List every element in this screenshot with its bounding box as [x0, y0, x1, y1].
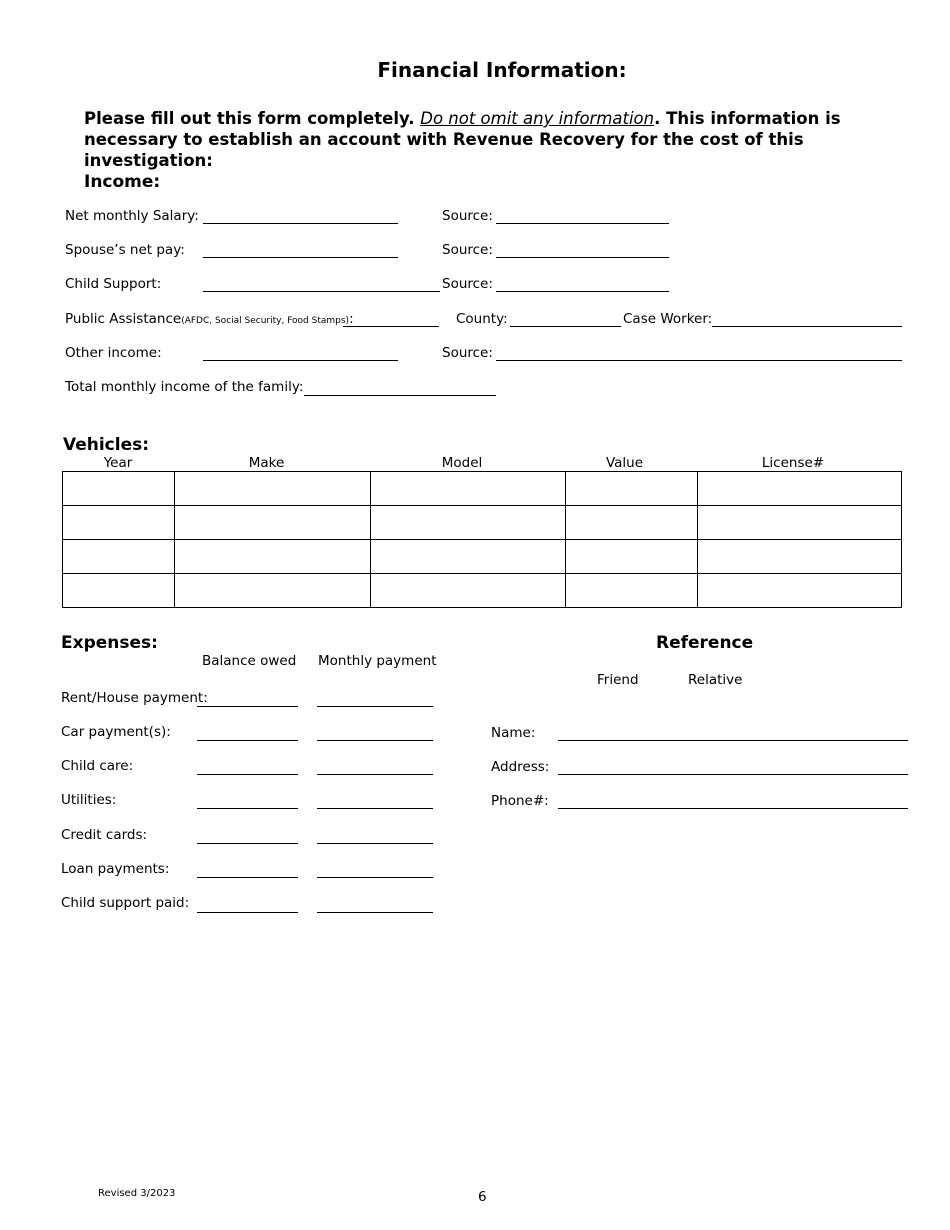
spouse-pay-source-field[interactable] [496, 257, 669, 258]
childcare-balance-field[interactable] [197, 774, 298, 775]
expense-label-utilities: Utilities: [61, 792, 117, 808]
table-row [63, 472, 902, 506]
page-title: Financial Information: [377, 58, 627, 82]
credit-monthly-field[interactable] [317, 843, 433, 844]
total-income-label: Total monthly income of the family: [65, 379, 304, 395]
reference-heading: Reference [656, 633, 754, 653]
child-support-label: Child Support: [65, 276, 162, 292]
net-salary-source-field[interactable] [496, 223, 669, 224]
expense-label-childcare: Child care: [61, 758, 134, 774]
table-cell[interactable] [63, 472, 175, 506]
expense-label-credit: Credit cards: [61, 827, 148, 843]
vehicles-col-value: Value [605, 455, 644, 471]
table-cell[interactable] [370, 574, 566, 608]
other-income-field[interactable] [203, 360, 398, 361]
table-row [63, 506, 902, 540]
reference-friend-option[interactable]: Friend [597, 672, 639, 688]
net-salary-field[interactable] [203, 223, 398, 224]
child-support-field[interactable] [203, 291, 440, 292]
utilities-balance-field[interactable] [197, 808, 298, 809]
reference-phone-field[interactable] [558, 808, 908, 809]
expense-label-loan: Loan payments: [61, 861, 170, 877]
table-cell[interactable] [370, 506, 566, 540]
car-monthly-field[interactable] [317, 740, 433, 741]
table-cell[interactable] [174, 472, 370, 506]
total-income-field[interactable] [304, 395, 496, 396]
rent-balance-field[interactable] [197, 706, 298, 707]
spouse-pay-label: Spouse’s net pay: [65, 242, 185, 258]
reference-name-field[interactable] [558, 740, 908, 741]
page-number: 6 [478, 1189, 487, 1205]
expense-label-childsupport: Child support paid: [61, 895, 190, 911]
childsupport-balance-field[interactable] [197, 912, 298, 913]
vehicles-col-year: Year [103, 455, 133, 471]
monthly-payment-header: Monthly payment [318, 653, 437, 669]
table-row [63, 574, 902, 608]
table-cell[interactable] [698, 506, 902, 540]
vehicles-heading: Vehicles: [63, 435, 150, 455]
reference-address-label: Address: [491, 759, 550, 775]
revision-note: Revised 3/2023 [98, 1188, 176, 1199]
table-cell[interactable] [174, 574, 370, 608]
case-worker-label: Case Worker: [623, 311, 713, 327]
source-label-2: Source: [442, 242, 493, 258]
table-cell[interactable] [566, 540, 698, 574]
table-cell[interactable] [174, 540, 370, 574]
source-label-1: Source: [442, 208, 493, 224]
intro-text: Please fill out this form completely. Do not omit any information. This information is necessary to establish an account with Revenue Recovery for the cost of this investigation: [84, 109, 841, 170]
source-label-4: Source: [442, 345, 493, 361]
utilities-monthly-field[interactable] [317, 808, 433, 809]
loan-balance-field[interactable] [197, 877, 298, 878]
public-assistance-note: (AFDC, Social Security, Food Stamps) [181, 316, 350, 326]
table-cell[interactable] [370, 540, 566, 574]
table-cell[interactable] [566, 506, 698, 540]
expense-label-car: Car payment(s): [61, 724, 171, 740]
other-income-source-field[interactable] [496, 360, 902, 361]
reference-address-field[interactable] [558, 774, 908, 775]
loan-monthly-field[interactable] [317, 877, 433, 878]
car-balance-field[interactable] [197, 740, 298, 741]
income-heading: Income: [84, 172, 161, 192]
reference-relative-option[interactable]: Relative [688, 672, 743, 688]
table-cell[interactable] [698, 472, 902, 506]
table-cell[interactable] [566, 574, 698, 608]
case-worker-field[interactable] [712, 326, 902, 327]
balance-owed-header: Balance owed [202, 653, 297, 669]
county-field[interactable] [510, 326, 621, 327]
table-cell[interactable] [698, 540, 902, 574]
vehicles-col-make: Make [248, 455, 285, 471]
other-income-label: Other income: [65, 345, 162, 361]
table-cell[interactable] [566, 472, 698, 506]
childcare-monthly-field[interactable] [317, 774, 433, 775]
reference-name-label: Name: [491, 725, 536, 741]
expense-label-rent: Rent/House payment: [61, 690, 208, 706]
table-cell[interactable] [370, 472, 566, 506]
childsupport-monthly-field[interactable] [317, 912, 433, 913]
intro-emphasis: Do not omit any information [420, 109, 655, 128]
table-cell[interactable] [63, 506, 175, 540]
spouse-pay-field[interactable] [203, 257, 398, 258]
child-support-source-field[interactable] [496, 291, 669, 292]
rent-monthly-field[interactable] [317, 706, 433, 707]
public-assistance-field[interactable] [343, 326, 439, 327]
table-cell[interactable] [174, 506, 370, 540]
public-assistance-label: Public Assistance(AFDC, Social Security, Food Stamps): [65, 311, 354, 327]
table-row [63, 540, 902, 574]
vehicles-col-model: Model [441, 455, 483, 471]
expenses-heading: Expenses: [61, 633, 158, 653]
reference-phone-label: Phone#: [491, 793, 549, 809]
table-cell[interactable] [63, 540, 175, 574]
source-label-3: Source: [442, 276, 493, 292]
credit-balance-field[interactable] [197, 843, 298, 844]
vehicles-col-license: License# [761, 455, 825, 471]
table-cell[interactable] [698, 574, 902, 608]
net-salary-label: Net monthly Salary: [65, 208, 199, 224]
table-cell[interactable] [63, 574, 175, 608]
county-label: County: [456, 311, 508, 327]
vehicles-table [62, 471, 902, 608]
